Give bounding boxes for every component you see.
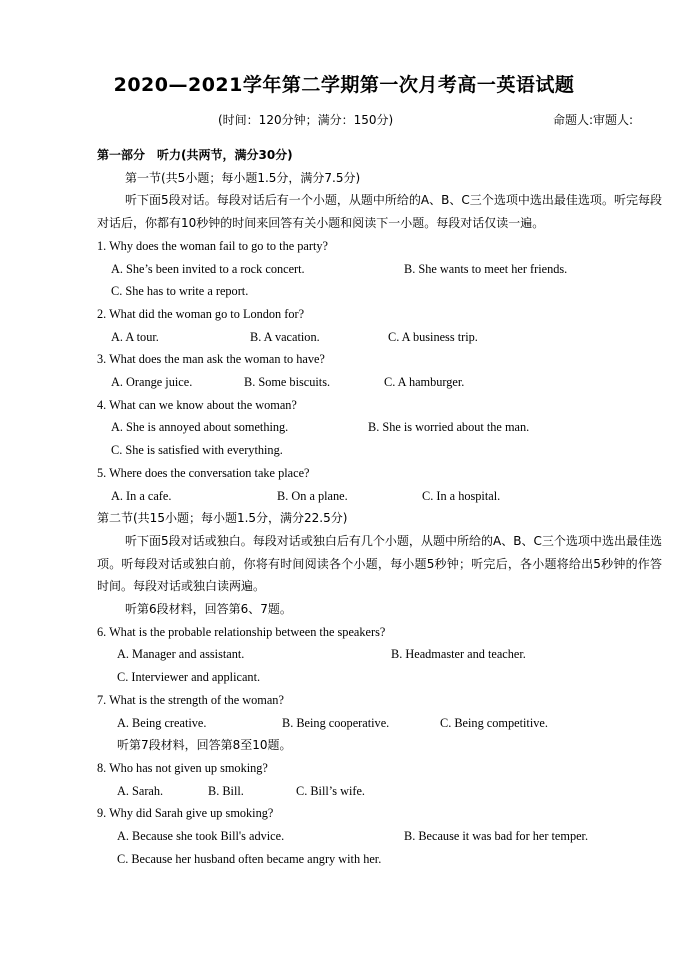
q5-option-a: A. In a cafe. [111, 488, 172, 503]
question-2: 2. What did the woman go to London for? [97, 306, 305, 321]
q7-option-b: B. Being cooperative. [282, 715, 390, 730]
question-4-options-row1 [97, 416, 662, 439]
q7-option-a: A. Being creative. [117, 715, 207, 730]
question-3-options [97, 371, 662, 394]
q6-option-a: A. Manager and assistant. [117, 647, 245, 662]
question-6-options-row1 [97, 643, 662, 666]
q2-option-b: B. A vacation. [250, 329, 320, 344]
q1-option-c: C. She has to write a report. [111, 284, 249, 299]
question-8-options [97, 780, 662, 803]
part1-heading: 第一部分 听力(共两节，满分30分) [97, 148, 293, 162]
q3-option-b: B. Some biscuits. [244, 375, 331, 390]
question-9: 9. Why did Sarah give up smoking? [97, 806, 274, 821]
question-4-options-row2 [97, 439, 662, 462]
q5-option-c: C. In a hospital. [422, 488, 501, 503]
q9-option-a: A. Because she took Bill's advice. [117, 829, 285, 844]
question-1-options-row2 [97, 280, 662, 303]
question-8: 8. Who has not given up smoking? [97, 760, 268, 775]
question-7: 7. What is the strength of the woman? [97, 692, 284, 707]
question-9-options-row2 [97, 848, 662, 871]
exam-body [97, 144, 662, 871]
q3-option-a: A. Orange juice. [111, 375, 193, 390]
q3-option-c: C. A hamburger. [384, 375, 465, 390]
question-7-options [97, 712, 662, 735]
q1-option-a: A. She’s been invited to a rock concert. [111, 261, 305, 276]
question-2-options [97, 326, 662, 349]
q8-option-a: A. Sarah. [117, 783, 164, 798]
authors-line: 命题人:审题人: [553, 113, 634, 127]
q9-option-c: C. Because her husband often became angry with her. [117, 851, 382, 866]
question-1: 1. Why does the woman fail to go to the party? [97, 238, 328, 253]
question-1-options-row1 [97, 258, 662, 281]
section2-instructions: 听下面5段对话或独白。每段对话或独白后有几个小题，从题中所给的A、B、C三个选项中选出最佳选项。听每段对话或独白前，你将有时间阅读各个小题，每小题5秒钟；听完后，各小题将给出5秒钟的作答时间。每段对话或独白读两遍。 [97, 533, 662, 594]
q9-option-b: B. Because it was bad for her temper. [404, 829, 589, 844]
q8-option-b: B. Bill. [208, 783, 244, 798]
q4-option-b: B. She is worried about the man. [368, 420, 530, 435]
q5-option-b: B. On a plane. [277, 488, 348, 503]
section1-instructions: 听下面5段对话。每段对话后有一个小题，从题中所给的A、B、C三个选项中选出最佳选项。听完每段对话后，你都有10秒钟的时间来回答有关小题和阅读下一小题。每段对话仅读一遍。 [97, 193, 662, 231]
q6-option-c: C. Interviewer and applicant. [117, 670, 261, 685]
material-7-note: 听第7段材料，回答第8至10题。 [117, 738, 292, 753]
question-6: 6. What is the probable relationship between the speakers? [97, 624, 386, 639]
section2-heading: 第二节(共15小题；每小题1.5分，满分22.5分) [97, 511, 348, 526]
q1-option-b: B. She wants to meet her friends. [404, 261, 568, 276]
question-3: 3. What does the man ask the woman to have? [97, 352, 325, 367]
q4-option-c: C. She is satisfied with everything. [111, 443, 283, 458]
q2-option-c: C. A business trip. [388, 329, 478, 344]
question-4: 4. What can we know about the woman? [97, 397, 297, 412]
question-6-options-row2 [97, 666, 662, 689]
exam-title: 2020—2021学年第二学期第一次月考高一英语试题 [113, 74, 575, 96]
q6-option-b: B. Headmaster and teacher. [391, 647, 526, 662]
q2-option-a: A. A tour. [111, 329, 159, 344]
material-6-note: 听第6段材料，回答第6、7题。 [125, 602, 292, 617]
q4-option-a: A. She is annoyed about something. [111, 420, 289, 435]
time-info: (时间：120分钟；满分：150分) [218, 113, 394, 127]
question-5: 5. Where does the conversation take place? [97, 465, 310, 480]
question-9-options-row1 [97, 825, 662, 848]
q7-option-c: C. Being competitive. [440, 715, 548, 730]
section1-heading: 第一节(共5小题；每小题1.5分，满分7.5分) [125, 170, 361, 185]
question-5-options [97, 485, 662, 508]
q8-option-c: C. Bill’s wife. [296, 783, 366, 798]
